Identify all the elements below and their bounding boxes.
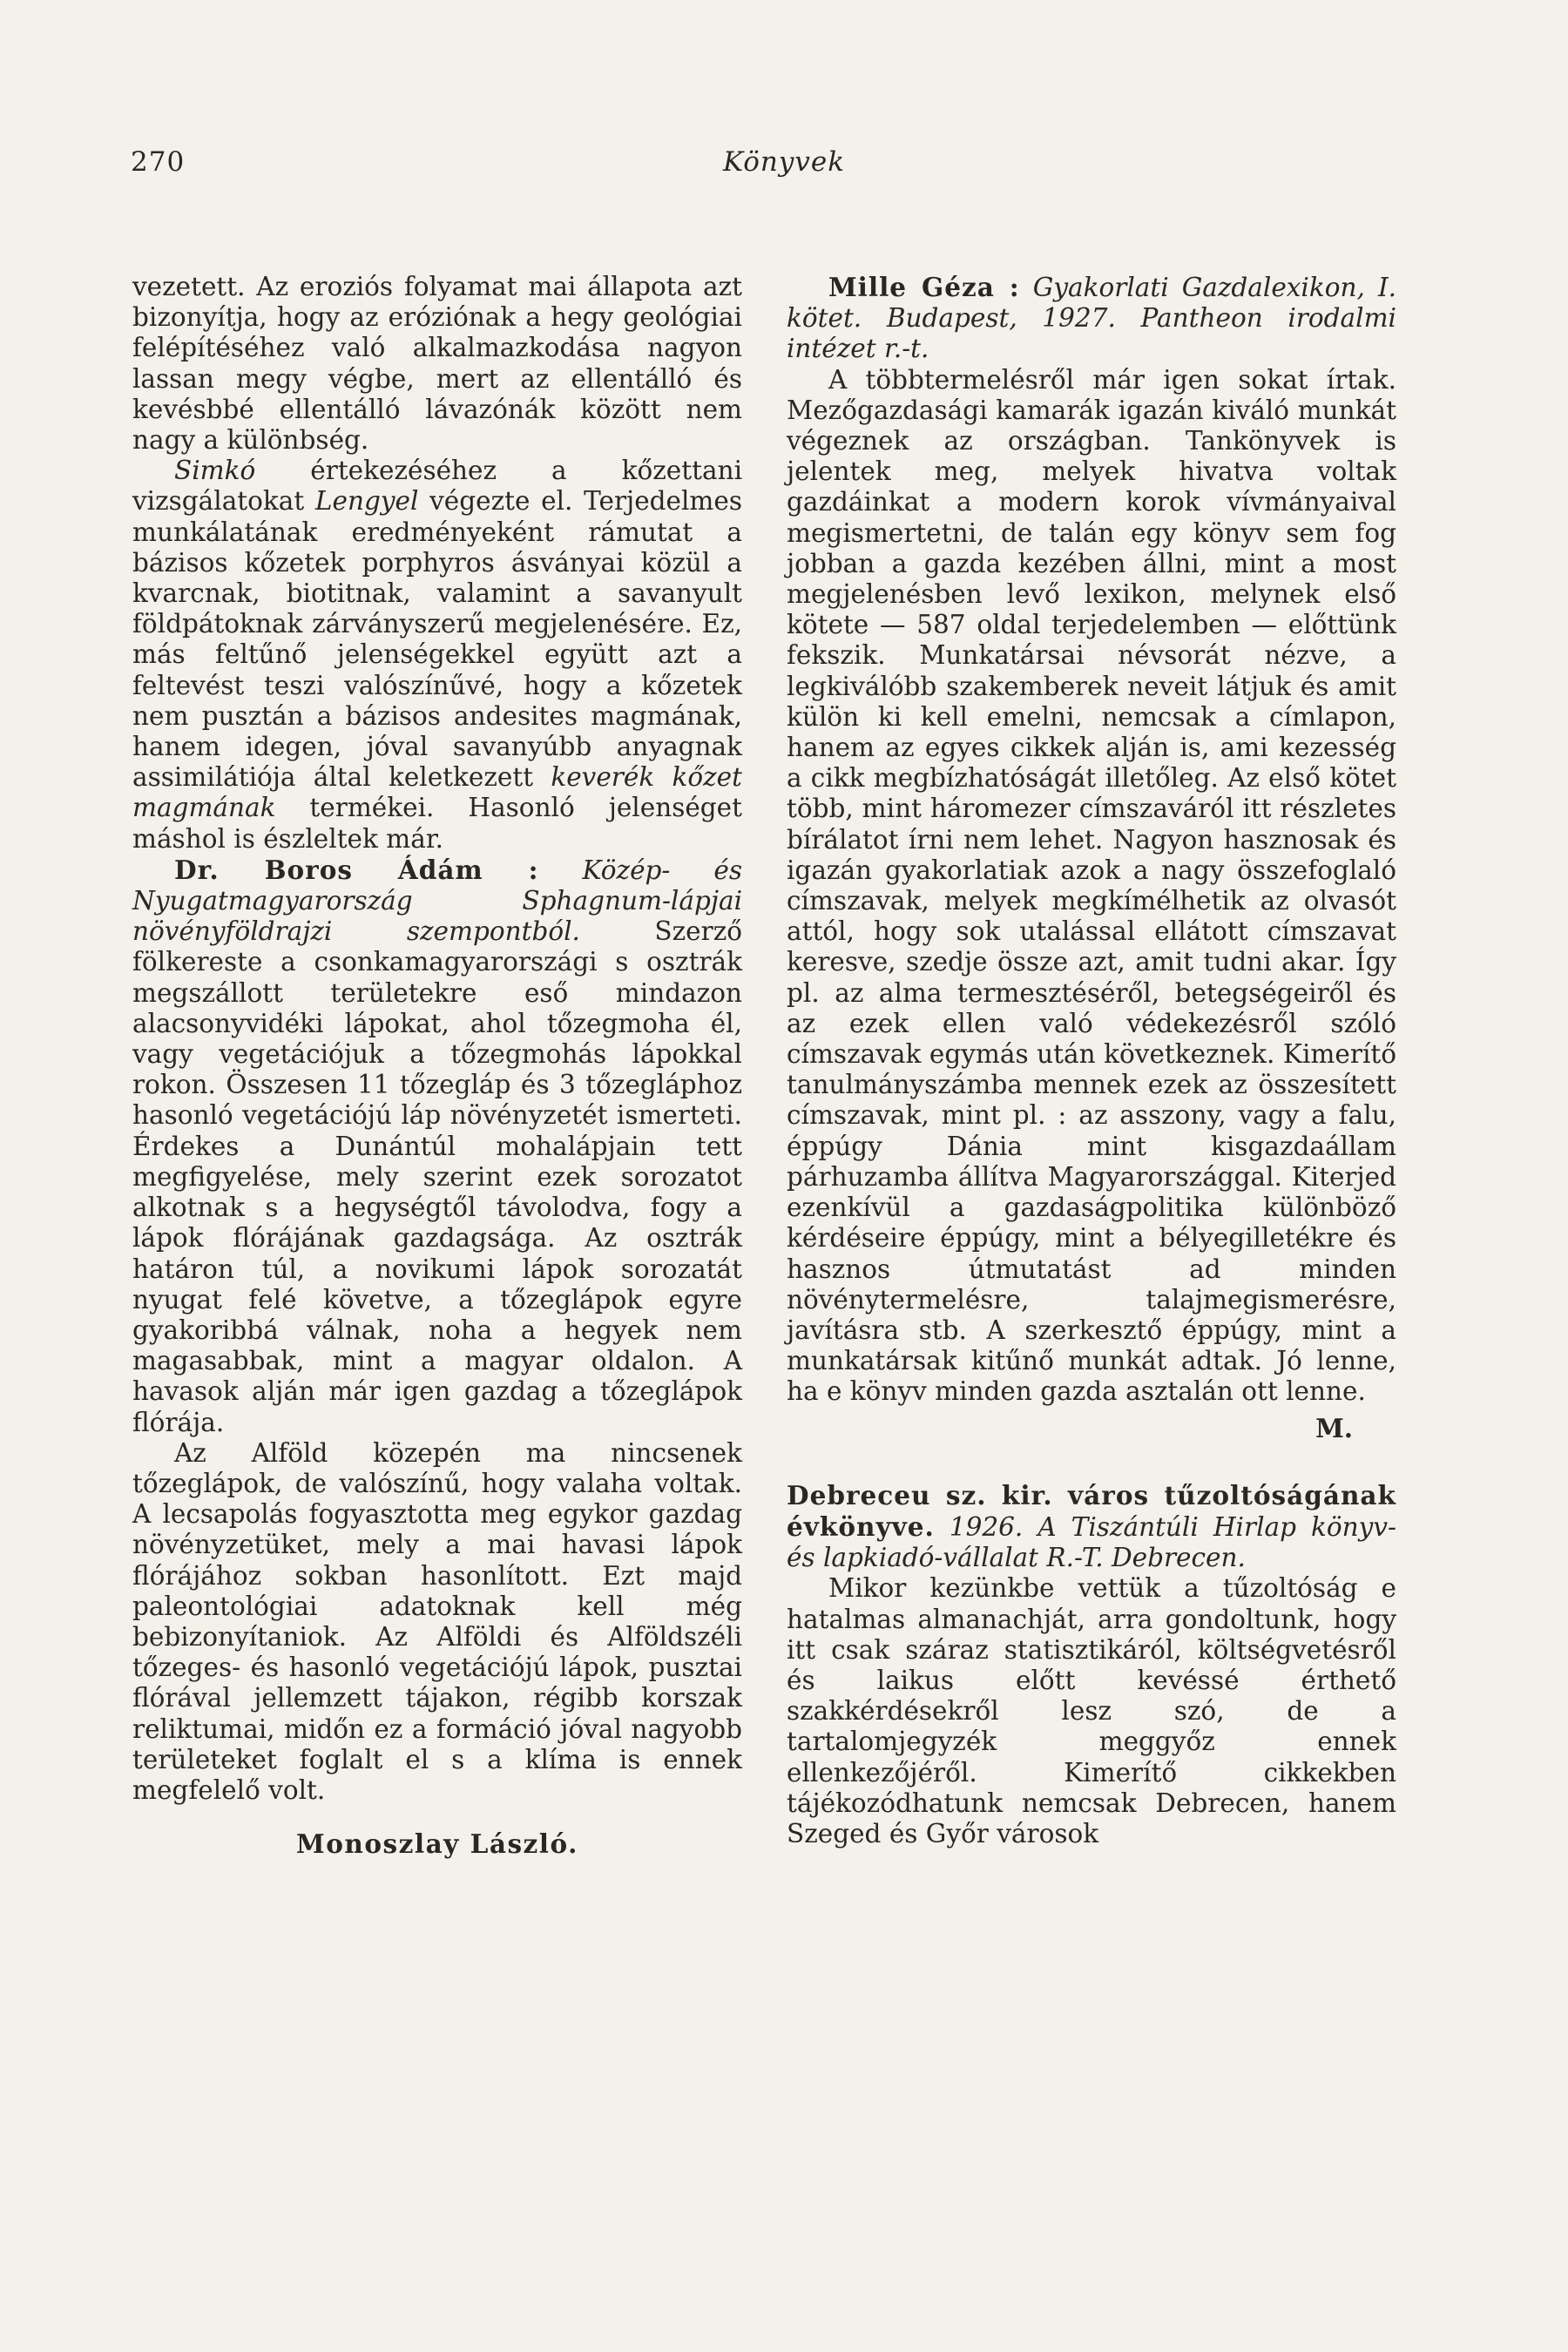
text-run: termékei. Hasonló jelenséget máshol is észleltek már. [132, 793, 742, 854]
review-title: Gyakorlati Gazdalexikon, I. kötet. Budapest, 1927. Pantheon irodalmi intézet r.-t. [787, 273, 1396, 364]
paragraph: A többtermelésről már igen sokat írtak. Mezőgazdasági kamarák igazán kiváló munkát végeznek az országban. Tankönyvek is jelentek meg, melyek hivatva voltak gazdáinkat a modern korok vívmányaival megismertetni, de talán egy könyv sem fog jobban a gazda kezében állni, mint a most megjelenésben levő lexikon, melynek első kötete — 587 oldal terjedelemben — előttünk fekszik. Munkatársai névsorát nézve, a legkiválóbb szakemberek neveit látjuk és amit külön ki kell emelni, nemcsak a címlapon, hanem az egyes cikkek alján is, ami kezesség a cikk megbízhatóságát illetőleg. Az első kötet több, mint háromezer címszaváról itt részletes bírálatot írni nem lehet. Nagyon hasznosak és igazán gyakorlatiak azok a nagy összefoglaló címszavak, melyek megkímélhetik az olvasót attól, hogy sok utalással ellátott címszavat keresve, szedje össze azt, amit tudni akar. Így pl. az alma termesztéséről, betegségeiről és az ezek ellen való védekezésről szóló címszavak egymás után következnek. Kimerítő tanulmányszámba mennek ezek az összesített címszavak, mint pl. : az asszony, vagy a falu, éppúgy Dánia mint kisgazdaállam párhuzamba állítva Magyarországgal. Kiterjed ezenkívül a gazdaságpolitika különböző kérdéseire éppúgy, mint a bélyegilletékre és hasznos útmutatást ad minden növénytermelésre, talajmegismerésre, javításra stb. A szerkesztő éppúgy, mint a munkatársak kitűnő munkát adtak. Jó lenne, ha e könyv minden gazda asztalán ott lenne. [787, 364, 1396, 1407]
paragraph: vezetett. Az eroziós folyamat mai állapota azt bizonyítja, hogy az eróziónak a hegy geológiai felépítéséhez való alkalmazkodása nagyon lassan megy végbe, mert az ellentálló és kevésbbé ellentálló lávazónák között nem nagy a különbség. [132, 272, 742, 456]
review-entry [787, 272, 1396, 365]
left-column [132, 272, 742, 1859]
right-column [787, 272, 1396, 1849]
review-title: 1926. A Tiszántúli Hirlap könyv- és lapkiadó-vállalat R.-T. Debrecen. [787, 1511, 1396, 1573]
page-header [131, 146, 1437, 190]
review-entry [132, 855, 742, 1438]
review-author: Mille Géza : [828, 272, 1020, 302]
signature: M. [1315, 1412, 1353, 1443]
text-run: végezte el. Terjedelmes munkálatának eredményeként rámutat a bázisos kőzetek porphyros ásványai közül a kvarcnak, biotitnak, valamint a savanyult földpátoknak zárványszerű megjelenésére. Ez, más feltűnő jelenségekkel együtt azt a feltevést teszi valószínűvé, hogy a kőzetek nem pusztán a bázisos andesites magmának, hanem idegen, jóval savanyúbb anyagnak assimilátiója által keletkezett [132, 486, 743, 793]
person-name: Simkó [174, 456, 256, 486]
review-title: Közép- és Nyugatmagyarország Sphagnum-lápjai növényföldrajzi szempontból. [132, 855, 742, 947]
review-entry [787, 1480, 1396, 1574]
page-number: 270 [131, 146, 186, 178]
review-author: Debreceu sz. kir. város tűzoltóságának évkönyve. [787, 1479, 1396, 1542]
term: keverék kőzet magmának [132, 762, 742, 823]
running-head: Könyvek [722, 146, 846, 178]
paragraph: Mikor kezünkbe vettük a tűzoltóság e hatalmas almanachját, arra gondoltunk, hogy itt csak száraz statisztikáról, költségvetésről és laikus előtt kevéssé érthető szakkérdésekről lesz szó, de a tartalomjegyzék meggyőz ennek ellenkezőjéről. Kimerítő cikkekben tájékozódhatunk nemcsak Debrecen, hanem Szeged és Győr városok [787, 1573, 1396, 1848]
paragraph: Az Alföld közepén ma nincsenek tőzeglápok, de valószínű, hogy valaha voltak. A lecsapolás fogyasztotta meg egykor gazdag növényzetüket, mely a mai havasi lápok flórájához sokban hasonlított. Ezt majd paleontológiai adatoknak kell még bebizonyítaniok. Az Alföldi és Alföldszéli tőzeges- és hasonló vegetációjú lápok, pusztai flórával jellemzett tájakon, régibb korszak reliktumai, midőn ez a formáció jóval nagyobb területeket foglalt el s a klíma is ennek megfelelő volt. [132, 1437, 742, 1805]
signature: Monoszlay László. [296, 1828, 578, 1860]
text-run: értekezéséhez a kőzettani vizsgálatokat [132, 456, 742, 517]
review-author: Dr. Boros Ádám : [174, 854, 539, 885]
review-text: Szerző fölkereste a csonkamagyarországi s osztrák megszállott területekre eső mindazon alacsonyvidéki lápokat, ahol tőzegmoha él, vagy vegetációjuk a tőzegmohás lápokkal rokon. Összesen 11 tőzegláp és 3 tőzegláphoz hasonló vegetációjú láp növényzetét ismerteti. Érdekes a Dunántúl mohalápjain tett megfigyelése, mely szerint ezek sorozatot alkotnak s a hegységtől távolodva, fogy a lápok flórájának gazdagsága. Az osztrák határon túl, a novikumi lápok sorozatát nyugat felé követve, a tőzeglápok egyre gyakoribbá válnak, noha a hegyek nem magasabbak, mint a magyar oldalon. A havasok alján már igen gazdag a tőzeglápok flórája. [132, 916, 742, 1437]
person-name: Lengyel [314, 486, 419, 517]
paragraph [132, 456, 742, 855]
